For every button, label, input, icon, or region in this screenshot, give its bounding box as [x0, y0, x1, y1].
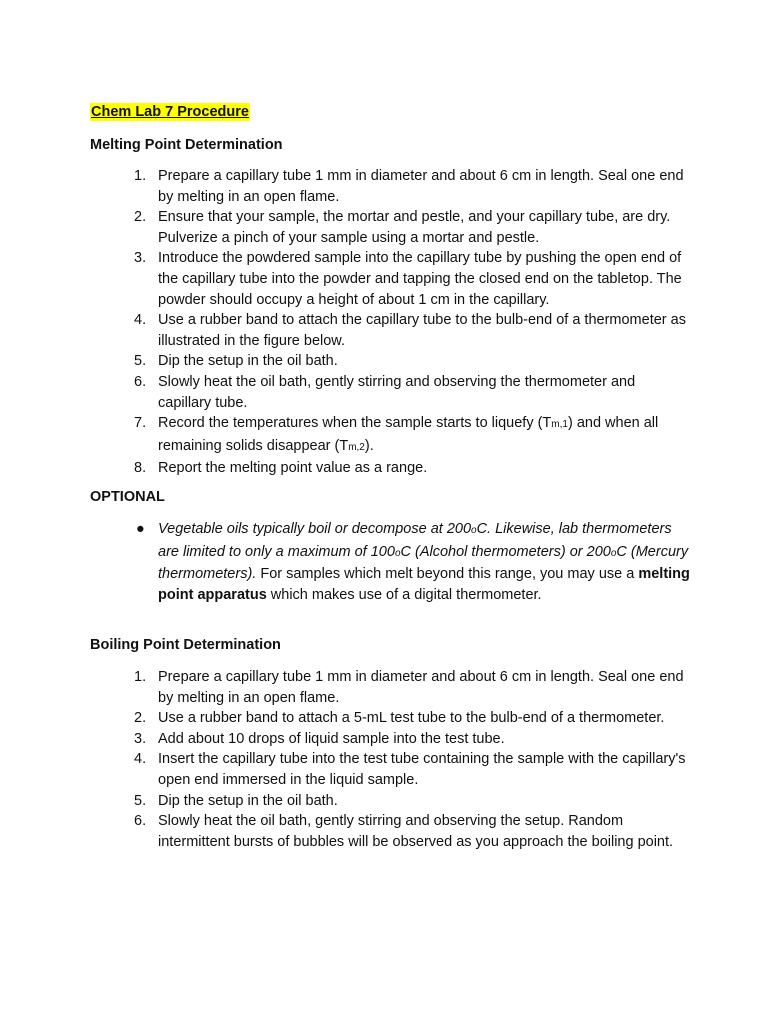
list-item: 5. Dip the setup in the oil bath.: [134, 792, 338, 809]
boiling-heading: Boiling Point Determination: [90, 637, 281, 653]
melting-steps-list: [90, 166, 690, 479]
list-item: 1. Prepare a capillary tube 1 mm in diameter and about 6 cm in length. Seal one end by melting in an open flame.: [134, 669, 684, 706]
list-item: 6. Slowly heat the oil bath, gently stirring and observing the setup. Random intermittent bursts of bubbles will be observed as you approach the boiling point.: [134, 813, 674, 850]
list-item: 3. Add about 10 drops of liquid sample into the test tube.: [134, 730, 505, 747]
list-item: 5. Dip the setup in the oil bath.: [134, 353, 338, 370]
list-item: 2. Ensure that your sample, the mortar and pestle, and your capillary tube, are dry. Pulverize a pinch of your sample using a mortar and pestle.: [134, 209, 671, 246]
boiling-steps-list: [90, 667, 690, 852]
melting-heading: Melting Point Determination: [90, 137, 283, 153]
list-item: 8. Report the melting point value as a range.: [134, 460, 428, 477]
optional-heading: OPTIONAL: [90, 489, 165, 505]
list-item: 7. Record the temperatures when the sample starts to liquefy (Tm,1) and when all remaining solids disappear (Tm,2).: [134, 415, 659, 454]
document-title: Chem Lab 7 Procedure: [91, 104, 249, 120]
list-item: 4. Insert the capillary tube into the test tube containing the sample with the capillary's open end immersed in the liquid sample.: [134, 751, 686, 788]
optional-list: [90, 519, 690, 605]
list-item: 1. Prepare a capillary tube 1 mm in diameter and about 6 cm in length. Seal one end by melting in an open flame.: [134, 168, 684, 205]
list-item: ● Vegetable oils typically boil or decompose at 200oC. Likewise, lab thermometers are limited to only a maximum of 100oC (Alcohol thermometers) or 200oC (Mercury thermometers). For samples which melt beyond this range, you may use a melting point apparatus which makes use of a digital thermometer.: [136, 521, 690, 603]
list-item: 3. Introduce the powdered sample into the capillary tube by pushing the open end of the capillary tube into the powder and tapping the closed end on the tabletop. The powder should occupy a height of about 1 cm in the capillary.: [134, 250, 682, 308]
list-item: 4. Use a rubber band to attach the capillary tube to the bulb-end of a thermometer as illustrated in the figure below.: [134, 312, 686, 349]
list-item: 2. Use a rubber band to attach a 5-mL test tube to the bulb-end of a thermometer.: [134, 710, 665, 727]
list-item: 6. Slowly heat the oil bath, gently stirring and observing the thermometer and capillary tube.: [134, 373, 636, 411]
